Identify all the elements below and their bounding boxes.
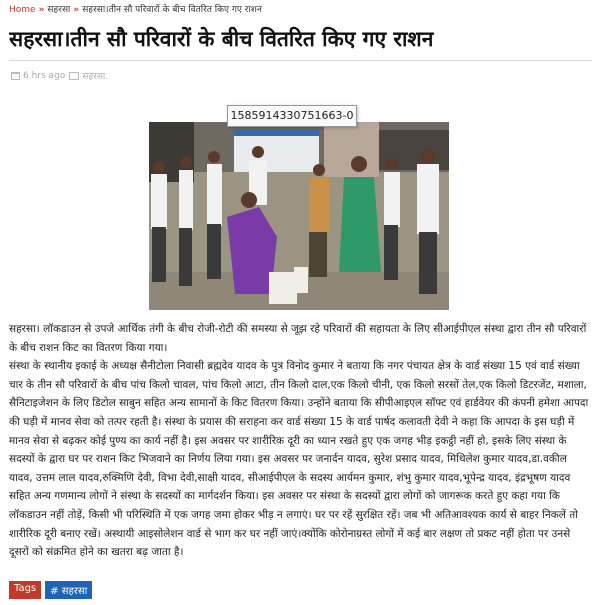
breadcrumb-category-link[interactable]: सहरसा — [47, 5, 71, 15]
tags-row — [9, 581, 92, 599]
article-meta — [11, 69, 108, 82]
article-photo — [149, 122, 449, 310]
folder-icon — [69, 72, 79, 80]
calendar-icon — [11, 72, 20, 80]
article-paragraph: संस्था के स्थानीय इकाई के अध्यक्ष सैनीटोला निवासी ब्रह्मदेव यादव के पुत्र विनोद कुमार ने बताया कि नगर पंचायत क्षेत्र के वार्ड संख्या 15 एवं वार्ड संख्या चार के तीन सौ परिवारों के बीच पांच किलो चावल, पांच किलो आटा, तीन किलो दाल,एक किलो चीनी, एक किलो सरसों तेल,एक किलो डिटरजेंट, मशाला, सैनिटाइजेशन के लिए डिटोल साबुन सहित अन्य सामानों के किट वितरण किया। उन्होंने बताया कि सीपीआइएल सॉफ्ट एवं हार्डवेयर की कंपनी हमेशा आपदा की घड़ी में मानव सेवा को तत्पर रहती है। संस्था के प्रयास की सराहना कर वार्ड संख्या 15 के वार्ड पार्षद कलावती देवी ने कहा कि आपदा के इस घड़ी में मानव सेवा से बढ़कर कोई पुण्य का कार्य नहीं है। इस अवसर पर शारीरिक दूरी का ध्यान रखते हुए एक जगह भीड़ इकट्ठी नहीं हो, इसके लिए संस्था के सदस्यों के द्वारा घर पर राशन किट भिजवाने का निर्णय लिया गया। इस अवसर पर जनार्दन यादव, सुरेश प्रसाद यादव, मिथिलेश कुमार यादव,डा.वकील यादव, उत्तम लाल यादव,रुक्मिणि देवी, विभा देवी,साक्षी यादव, सीआईपीएल के सदस्य आर्यमन कुमार, शंभु कुमार यादव,भूपेन्द्र यादव, इंद्रभूषण यादव सहित अन्य गणमान्य लोगों ने संस्था के सदस्यों का मार्गदर्शन किया। इस अवसर पर संस्था के सदस्यों द्वारा लोगों को जागरूक करते हुए कहा गया कि लॉकडाउन नहीं तोड़ें, किसी भी परिस्थिति में एक जगह जमा होकर भीड़ न लगाएं। घर पर रहें सुरक्षित रहें। जब भी अतिआवश्यक कार्य से बाहर निकलें तो शारीरिक दूरी बनाए रखें। अस्थायी आइसोलेशन वार्ड से भाग कर घर नहीं जाएं।क्योंकि कोरोनाग्रस्त लोगों में कई बार लक्षण तो प्रकट नहीं होता पर उनसे दूसरों को संक्रमित होने का खतरा बढ़ जाता है। — [9, 360, 589, 559]
article-paragraph: सहरसा। लॉकडाउन से उपजे आर्थिक तंगी के बीच रोजी-रोटी की समस्या से जूझ रहे परिवारों की सहायता के लिए सीआईपीएल संस्था द्वारा तीन सौ परिवारों के बीच राशन किट का वितरण किया गया। — [9, 323, 587, 354]
article-time: 6 hrs ago — [23, 70, 66, 81]
breadcrumb-home-link[interactable]: Home — [9, 5, 36, 15]
article-body — [9, 320, 591, 562]
breadcrumb-separator: » — [73, 5, 80, 15]
tag-link[interactable]: # सहरसा — [45, 581, 92, 599]
tags-label: Tags — [9, 581, 41, 599]
breadcrumb-current: सहरसा।तीन सौ परिवारों के बीच वितरित किए गए राशन — [82, 5, 262, 15]
title-divider — [9, 60, 592, 61]
image-title-tooltip: 1585914330751663-0 — [227, 105, 357, 127]
article-category-link[interactable]: सहरसा. — [82, 72, 109, 82]
breadcrumb — [9, 2, 262, 15]
article-title: सहरसा।तीन सौ परिवारों के बीच वितरित किए गए राशन — [9, 27, 434, 51]
breadcrumb-separator: » — [38, 5, 45, 15]
